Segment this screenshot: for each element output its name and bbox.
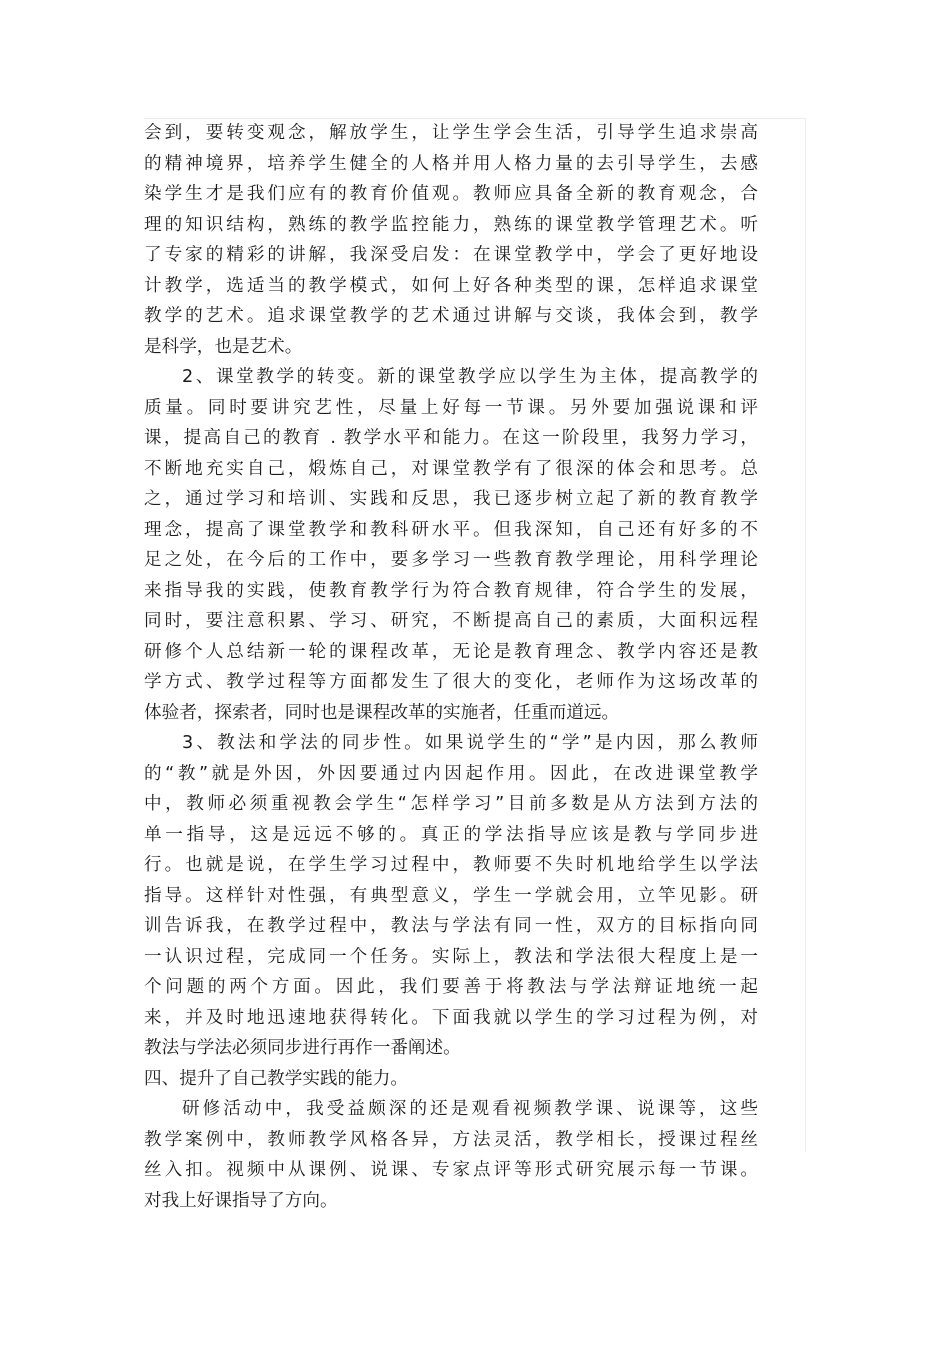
text-line: 染学生才是我们应有的教育价值观。教师应具备全新的教育观念，合 [144,184,758,204]
text-line: 3、教法和学法的同步性。如果说学生的“学”是内因，那么教师 [182,733,758,753]
text-line: 教学案例中，教师教学风格各异，方法灵活，教学相长，授课过程丝 [144,1129,758,1150]
text-line: 之，通过学习和培训、实践和反思，我已逐步树立起了新的教育教学 [144,489,758,509]
text-line: 课，提高自己的教育 . 教学水平和能力。在这一阶段里，我努力学习， [144,428,758,448]
text-line: 研修活动中，我受益颇深的还是观看视频教学课、说课等，这些 [182,1099,758,1119]
text-line: 的“教”就是外因，外因要通过内因起作用。因此，在改进课堂教学 [144,763,758,784]
text-line: 中，教师必须重视教会学生“怎样学习”目前多数是从方法到方法的 [144,794,758,814]
text-line: 是科学，也是艺术。 [144,336,303,357]
text-line: 研修个人总结新一轮的课程改革，无论是教育理念、教学内容还是教 [144,641,758,662]
text-line: 教法与学法必须同步进行再作一番阐述。 [144,1038,461,1058]
text-line: 计教学，选适当的教学模式，如何上好各种类型的课，怎样追求课堂 [144,275,758,296]
text-line: 质量。同时要讲究艺性，尽量上好每一节课。另外要加强说课和评 [144,397,758,418]
text-line: 了专家的精彩的讲解，我深受启发：在课堂教学中，学会了更好地设 [144,245,758,265]
text-line: 行。也就是说，在学生学习过程中，教师要不失时机地给学生以学法 [144,855,758,875]
text-line: 同时，要注意积累、学习、研究，不断提高自己的素质，大面积远程 [144,611,758,631]
text-line: 理的知识结构，熟练的教学监控能力，熟练的课堂教学管理艺术。听 [144,214,758,235]
text-line: 四、提升了自己教学实践的能力。 [144,1068,408,1089]
text-line: 丝入扣。视频中从课例、说课、专家点评等形式研究展示每一节课。 [144,1160,758,1180]
text-line: 理念，提高了课堂教学和教科研水平。但我深知，自己还有好多的不 [144,519,758,540]
text-line: 来，并及时地迅速地获得转化。下面我就以学生的学习过程为例，对 [144,1007,758,1028]
text-line: 来指导我的实践，使教育教学行为符合教育规律，符合学生的发展， [144,580,758,601]
text-line: 教学的艺术。追求课堂教学的艺术通过讲解与交谈，我体会到，教学 [144,306,758,326]
text-line: 学方式、教学过程等方面都发生了很大的变化，老师作为这场改革的 [144,672,758,692]
text-line: 的精神境界，培养学生健全的人格并用人格力量的去引导学生，去感 [144,153,758,174]
text-line: 训告诉我，在教学过程中，教法与学法有同一性，双方的目标指向同 [144,916,758,936]
text-line: 2、课堂教学的转变。新的课堂教学应以学生为主体，提高教学的 [182,367,758,387]
text-line: 单一指导，这是远远不够的。真正的学法指导应该是教与学同步进 [144,824,758,845]
text-line: 体验者，探索者，同时也是课程改革的实施者，任重而道远。 [144,702,620,723]
text-line: 个问题的两个方面。因此，我们要善于将教法与学法辩证地统一起 [144,977,758,997]
text-line: 会到，要转变观念，解放学生，让学生学会生活，引导学生追求崇高 [144,123,758,143]
text-line: 指导。这样针对性强，有典型意义，学生一学就会用，立竿见影。研 [144,885,758,906]
text-line: 一认识过程，完成同一个任务。实际上，教法和学法很大程度上是一 [144,946,758,967]
text-line: 不断地充实自己，煅炼自己，对课堂教学有了很深的体会和思考。总 [144,458,758,479]
document-body [144,118,758,1216]
text-line: 对我上好课指导了方向。 [144,1190,338,1211]
text-line: 足之处，在今后的工作中，要多学习一些教育教学理论，用科学理论 [144,550,758,570]
